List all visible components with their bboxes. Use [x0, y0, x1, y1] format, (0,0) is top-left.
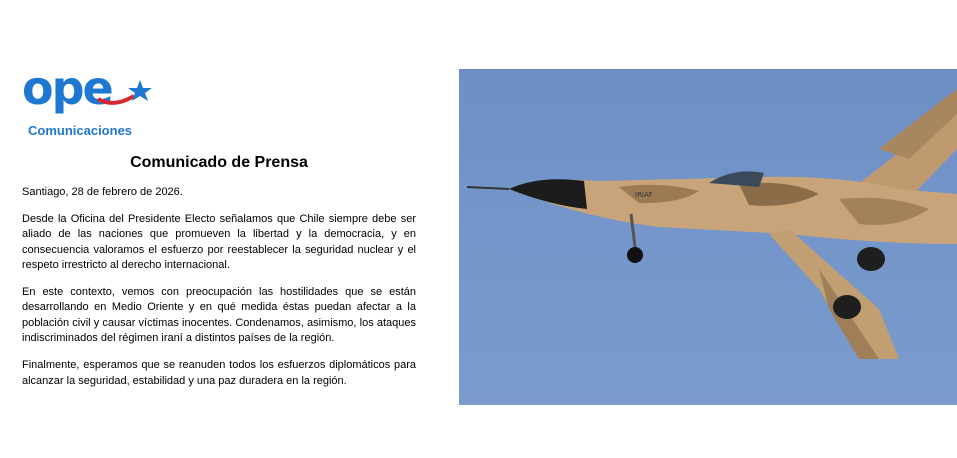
date-line: Santiago, 28 de febrero de 2026. — [22, 186, 183, 198]
ope-logo-mark — [22, 66, 162, 122]
logo-subtitle: Comunicaciones — [28, 123, 133, 138]
fuel-tank — [833, 295, 861, 319]
fighter-jet-photo — [459, 69, 957, 405]
aircraft-marking: IRIAF — [635, 191, 653, 199]
paragraph-3: Finalmente, esperamos que se reanuden todos los esfuerzos diplomáticos para alcanzar la seguridad, estabilidad y una paz duradera en la región. — [22, 359, 416, 387]
fighter-jet-illustration — [459, 69, 957, 405]
landing-gear-wheel — [627, 247, 643, 263]
ope-logo — [22, 66, 416, 146]
pitot-probe — [467, 187, 509, 189]
paragraph-1: Desde la Oficina del Presidente Electo señalamos que Chile siempre debe ser aliado de las naciones que promueven la libertad y la democracia, y en consecuencia valoramos el esfuerzo por reestablecer la seguridad nuclear y el respeto irrestricto al derecho internacional. — [22, 213, 416, 271]
press-release — [22, 66, 416, 401]
paragraph-2: En este contexto, vemos con preocupación las hostilidades que se están desarrollando en Medio Oriente y en qué medida éstas puedan afectar a la población civil y causar víctimas inocentes. Condenamos, asimismo, los ataques indiscriminados del régimen iraní a distintos países de la región. — [22, 286, 416, 345]
nose-cone — [509, 179, 587, 209]
fuel-tank — [857, 247, 885, 271]
logo-wordmark: ope — [22, 66, 112, 115]
page-title: Comunicado de Prensa — [130, 154, 308, 171]
